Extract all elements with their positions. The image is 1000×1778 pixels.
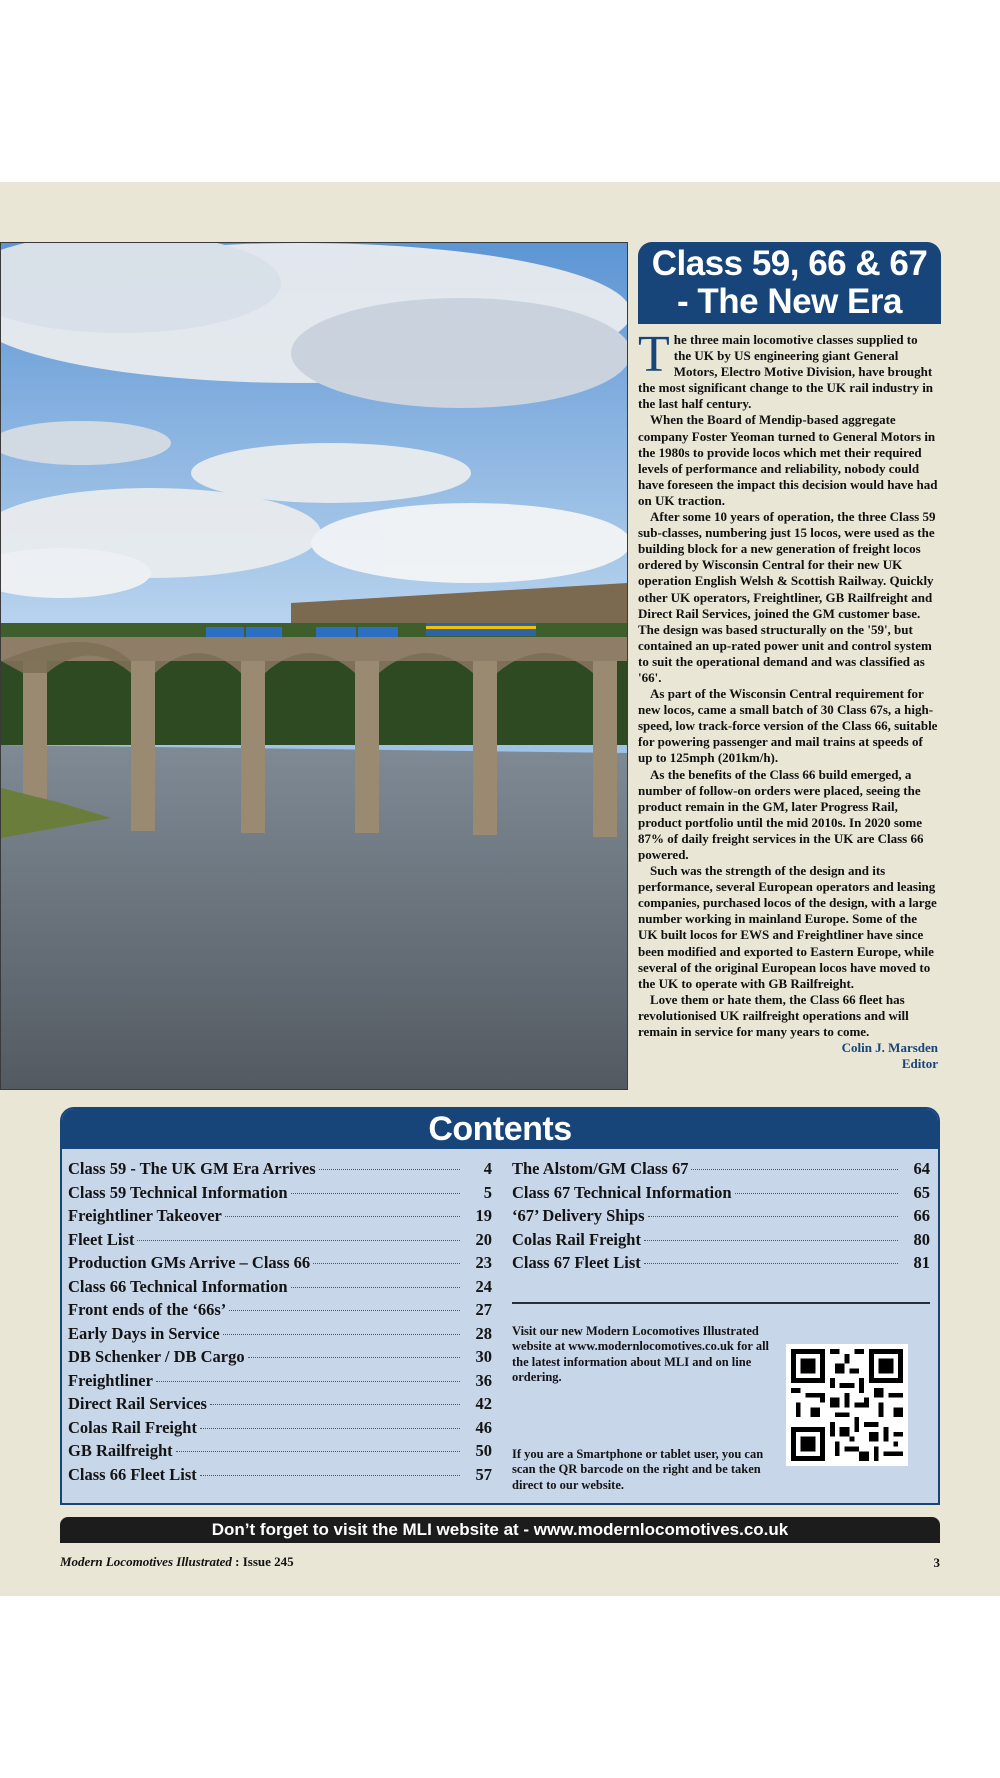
divider: [512, 1302, 930, 1304]
contents-heading: Contents: [62, 1109, 938, 1149]
toc-entry[interactable]: [68, 1347, 492, 1371]
title-line-2: - The New Era: [677, 282, 902, 321]
toc-leader-dots: [291, 1287, 460, 1288]
toc-entry[interactable]: [512, 1253, 930, 1277]
toc-entry-page: 24: [475, 1276, 492, 1296]
qr-note: If you are a Smartphone or tablet user, you can scan the QR barcode on the right and be taken direct to our website.: [512, 1447, 764, 1492]
toc-entry[interactable]: [68, 1394, 492, 1418]
toc-entry-title: Class 67 Technical Information: [512, 1182, 732, 1202]
toc-entry-title: Freightliner Takeover: [68, 1206, 222, 1225]
toc-entry-page: 28: [475, 1323, 492, 1343]
editorial-text: [638, 326, 938, 1072]
article-title: [638, 242, 941, 324]
paragraph-2: When the Board of Mendip-based aggregate company Foster Yeoman turned to General Motors in the 1980s to provide locos which met their required levels of performance and reliability, nobody could have foreseen the impact this decision would have had on UK traction.: [638, 412, 938, 508]
toc-entry-title: Class 66 Technical Information: [68, 1276, 288, 1296]
toc-entry[interactable]: [68, 1465, 492, 1489]
website-banner: Don’t forget to visit the MLI website at - www.modernlocomotives.co.uk: [60, 1517, 940, 1543]
toc-leader-dots: [644, 1240, 898, 1241]
toc-entry[interactable]: [68, 1230, 492, 1254]
toc-entry-page: 42: [475, 1394, 492, 1413]
toc-entry[interactable]: [68, 1206, 492, 1230]
toc-entry-title: Class 59 Technical Information: [68, 1182, 288, 1202]
toc-entry-page: 27: [475, 1300, 492, 1319]
toc-leader-dots: [229, 1310, 460, 1311]
toc-leader-dots: [248, 1357, 460, 1358]
toc-entry-page: 64: [913, 1159, 930, 1178]
toc-leader-dots: [200, 1475, 460, 1476]
toc-entry-title: Front ends of the ‘66s’: [68, 1300, 227, 1319]
toc-entry-title: Fleet List: [68, 1229, 135, 1249]
toc-leader-dots: [156, 1381, 460, 1382]
toc-left-column: [68, 1159, 492, 1488]
toc-entry-page: 57: [475, 1464, 492, 1484]
drop-cap: T: [638, 326, 670, 383]
toc-entry-page: 19: [475, 1206, 492, 1225]
toc-entry-title: Freightliner: [68, 1370, 153, 1390]
toc-entry-title: DB Schenker / DB Cargo: [68, 1347, 245, 1366]
toc-entry[interactable]: [68, 1253, 492, 1277]
toc-entry-title: GB Railfreight: [68, 1441, 173, 1460]
toc-entry-title: Class 66 Fleet List: [68, 1464, 197, 1484]
toc-entry-title: Class 59 - The UK GM Era Arrives: [68, 1159, 316, 1178]
toc-leader-dots: [319, 1169, 460, 1170]
paragraph-4: As part of the Wisconsin Central requirement for new locos, came a small batch of 30 Class 67s, a high-speed, low track-force version of the Class 66, suitable for powering passenger and mail trains at speeds of up to 125mph (201km/h).: [638, 686, 938, 766]
footer-publication: [60, 1554, 294, 1570]
toc-entry[interactable]: [68, 1159, 492, 1183]
toc-entry-title: Class 67 Fleet List: [512, 1253, 641, 1272]
author-role: Editor: [901, 1056, 938, 1072]
toc-entry-page: 5: [483, 1182, 492, 1202]
toc-entry-title: Direct Rail Services: [68, 1394, 207, 1413]
toc-leader-dots: [223, 1334, 460, 1335]
toc-entry[interactable]: [512, 1183, 930, 1207]
toc-entry[interactable]: [512, 1206, 930, 1230]
toc-leader-dots: [644, 1263, 898, 1264]
toc-entry[interactable]: [68, 1371, 492, 1395]
toc-leader-dots: [225, 1216, 460, 1217]
magazine-page: [0, 182, 1000, 1596]
toc-entry-page: 46: [475, 1417, 492, 1437]
toc-entry-page: 4: [483, 1159, 492, 1178]
paragraph-7: Love them or hate them, the Class 66 fleet has revolutionised UK railfreight operations and will remain in service for many years to come.: [638, 991, 909, 1040]
toc-right-column: [512, 1159, 930, 1277]
paragraph-5: As the benefits of the Class 66 build emerged, a number of follow-on orders were placed, seeing the product remain in the GM, later Progress Rail, product portfolio until the mid 2010s. In 2020 some 87% of daily freight services in the UK are Class 66 powered.: [638, 766, 924, 862]
toc-entry[interactable]: [68, 1300, 492, 1324]
toc-entry-page: 30: [475, 1347, 492, 1366]
contents-panel: [60, 1107, 940, 1505]
title-line-1: Class 59, 66 & 67: [651, 244, 928, 283]
toc-entry-page: 65: [913, 1182, 930, 1202]
toc-leader-dots: [200, 1428, 460, 1429]
qr-code[interactable]: [786, 1344, 908, 1466]
toc-entry-page: 66: [913, 1206, 930, 1225]
toc-entry[interactable]: [68, 1277, 492, 1301]
toc-entry-title: Production GMs Arrive – Class 66: [68, 1253, 311, 1272]
toc-entry-title: Colas Rail Freight: [68, 1417, 197, 1437]
toc-entry[interactable]: [68, 1183, 492, 1207]
viaduct-train-photo: [0, 242, 628, 1090]
paragraph-1-text: he three main locomotive classes supplied to the UK by US engineering giant General Motors, Electro Motive Division, have brought the most significant change to the UK rail industry in the last half century.: [638, 332, 934, 412]
toc-leader-dots: [210, 1404, 460, 1405]
toc-entry-page: 50: [475, 1441, 492, 1460]
toc-leader-dots: [313, 1263, 460, 1264]
toc-leader-dots: [291, 1193, 460, 1194]
toc-entry-title: The Alstom/GM Class 67: [512, 1159, 689, 1178]
paragraph-6: Such was the strength of the design and its performance, several European operators and leasing companies, purchased locos of the design, with a large number working in mainland Europe. Some of the UK built locos for EWS and Freightliner have since been modified and exported to Eastern Europe, while several of the original European locos have moved to the UK to operate with GB Railfreight.: [638, 863, 937, 991]
issue-number: : Issue 245: [231, 1554, 294, 1569]
toc-entry-page: 23: [475, 1253, 492, 1272]
paragraph-3: After some 10 years of operation, the three Class 59 sub-classes, numbering just 15 locos, were used as the building block for a new generation of freight locos ordered by Wisconsin Central for their new UK operation English Welsh & Scottish Railway. Quickly other UK operators, Freightliner, GB Railfreight and Direct Rail Services, joined the GM customer base. The design was based structurally on the '59', but contained an up-rated power unit and control system to suit the operational demand and was classified as '66'.: [638, 509, 936, 685]
toc-entry-title: Colas Rail Freight: [512, 1229, 641, 1249]
page-number: 3: [933, 1555, 940, 1570]
toc-entry-title: ‘67’ Delivery Ships: [512, 1206, 645, 1225]
toc-entry[interactable]: [512, 1230, 930, 1254]
toc-entry-page: 36: [475, 1370, 492, 1390]
toc-entry[interactable]: [68, 1441, 492, 1465]
toc-leader-dots: [176, 1451, 460, 1452]
toc-leader-dots: [691, 1169, 898, 1170]
website-note: Visit our new Modern Locomotives Illustrated website at www.modernlocomotives.co.uk for all the latest information about MLI and on line ordering.: [512, 1324, 770, 1384]
toc-leader-dots: [735, 1193, 898, 1194]
paragraph-1: [638, 326, 938, 412]
publication-name: Modern Locomotives Illustrated: [60, 1554, 232, 1569]
author-name: Colin J. Marsden: [841, 1040, 938, 1056]
toc-entry[interactable]: [68, 1418, 492, 1442]
toc-entry[interactable]: [512, 1159, 930, 1183]
toc-entry-page: 20: [475, 1229, 492, 1249]
toc-entry-page: 81: [913, 1253, 930, 1272]
toc-entry-title: Early Days in Service: [68, 1323, 220, 1343]
toc-leader-dots: [137, 1240, 460, 1241]
toc-leader-dots: [648, 1216, 898, 1217]
toc-entry[interactable]: [68, 1324, 492, 1348]
toc-entry-page: 80: [913, 1229, 930, 1249]
